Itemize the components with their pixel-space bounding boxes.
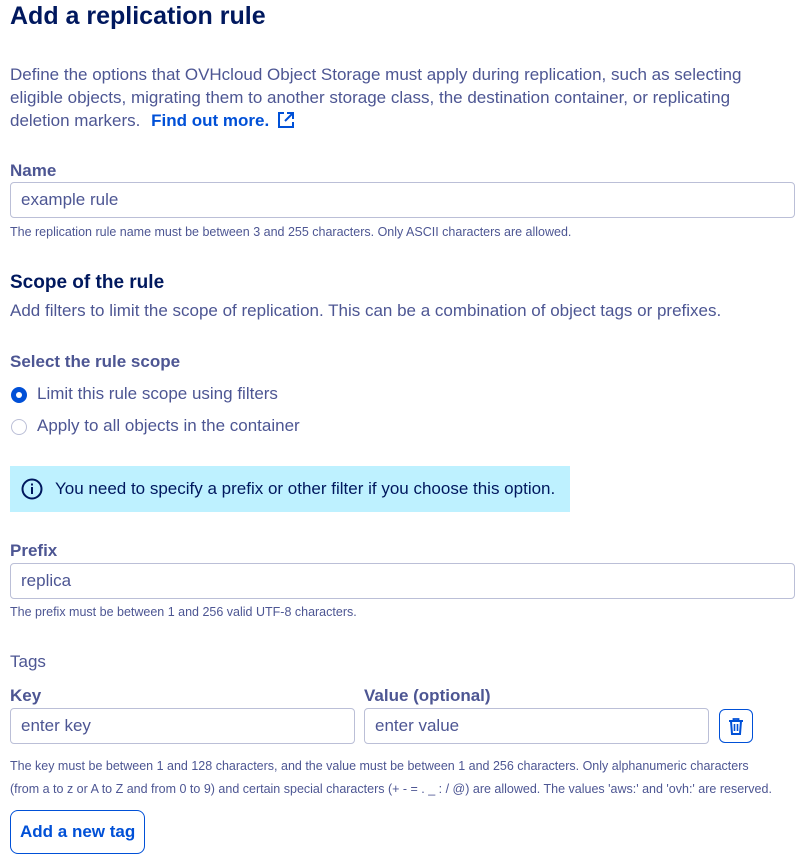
tags-help-line-1: The key must be between 1 and 128 characters, and the value must be between 1 and 256 characters. Only alphanumeric characters [10, 759, 749, 773]
add-new-tag-button[interactable]: Add a new tag [10, 810, 145, 854]
tag-value-label: Value (optional) [364, 686, 491, 705]
tags-title: Tags [10, 652, 46, 671]
info-icon [21, 478, 43, 500]
name-help-text: The replication rule name must be between 3 and 255 characters. Only ASCII characters are allowed. [10, 225, 572, 239]
name-input[interactable]: example rule [10, 182, 795, 218]
info-banner-text: You need to specify a prefix or other filter if you choose this option. [55, 479, 556, 498]
scope-subtitle: Add filters to limit the scope of replication. This can be a combination of object tags or prefixes. [10, 301, 722, 320]
find-out-more-link[interactable] [151, 111, 295, 130]
description-text: Define the options that OVHcloud Object Storage must apply during replication, such as selecting eligible objects, migrating them to another storage class, the destination container, or replicating deletion markers. [10, 65, 742, 130]
tag-key-input[interactable]: enter key [10, 708, 355, 744]
find-out-more-label: Find out more. [151, 111, 270, 130]
tag-value-input[interactable]: enter value [364, 708, 709, 744]
external-link-icon [277, 111, 295, 135]
prefix-help-text: The prefix must be between 1 and 256 valid UTF-8 characters. [10, 605, 357, 619]
trash-icon [728, 717, 744, 735]
tag-key-label: Key [10, 686, 42, 705]
radio-limit-filters[interactable] [11, 387, 27, 403]
scope-title: Scope of the rule [10, 272, 165, 293]
radio-apply-all-label[interactable]: Apply to all objects in the container [37, 416, 300, 435]
tags-help-line-2: (from a to z or A to Z and from 0 to 9) and certain special characters (+ - = . _ : / @) are allowed. The values 'aws:' and 'ovh:' are reserved. [10, 782, 772, 796]
name-label: Name [10, 161, 57, 180]
page-description [10, 63, 790, 135]
info-banner [10, 466, 570, 512]
delete-tag-button[interactable] [719, 709, 753, 743]
prefix-label: Prefix [10, 541, 58, 560]
page-title: Add a replication rule [10, 2, 266, 30]
prefix-input[interactable]: replica [10, 563, 795, 599]
scope-select-label: Select the rule scope [10, 352, 181, 371]
radio-apply-all[interactable] [11, 419, 27, 435]
radio-limit-filters-label[interactable]: Limit this rule scope using filters [37, 384, 278, 403]
